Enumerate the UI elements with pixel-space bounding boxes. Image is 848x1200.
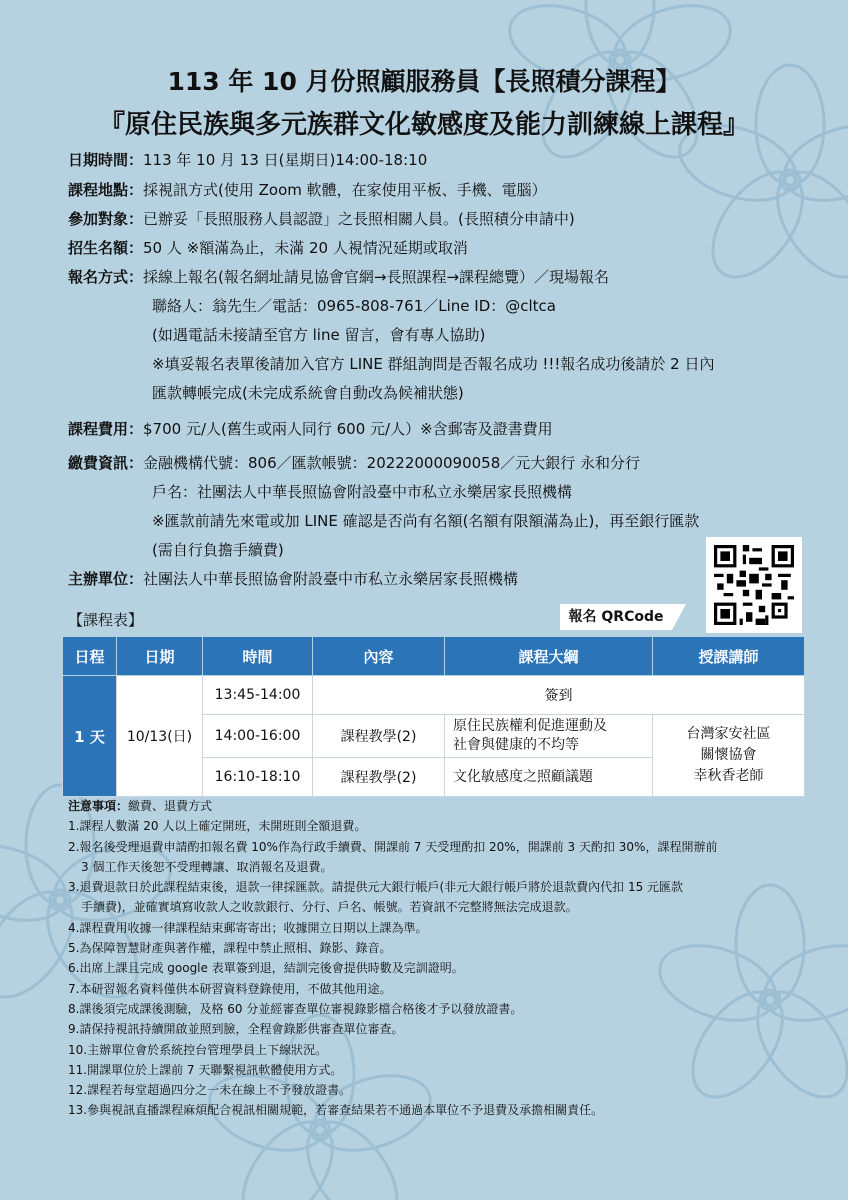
payment-line: 金融機構代號：806／匯款帳號：20222000090058／元大銀行 永和分行 [143,454,641,472]
note-line: 3.退費退款日於此課程結束後，退款一律採匯款。請提供元大銀行帳戶(非元大銀行帳戶將於退款費內代扣 15 元匯款 [68,880,684,895]
date-row [68,149,427,170]
registration-qr-code[interactable] [706,537,802,633]
audience-value: 已辦妥「長照服務人員認證」之長照相關人員。(長照積分申請中) [143,210,575,228]
notes-header [68,796,798,816]
date-label: 日期時間： [68,151,144,169]
note-item [68,1080,798,1100]
fee-label: 課程費用： [68,420,144,438]
day-cell: 1 天 [63,676,117,797]
payment-label: 繳費資訊： [68,454,144,472]
title-line-2: 『原住民族與多元族群文化敏感度及能力訓練線上課程』 [98,110,749,140]
notes-title: 注意事項： [68,799,129,813]
quota-row [68,237,468,258]
note-line: 9.請保持視訊持續開啟並照到臉，全程會錄影供審查單位審查。 [68,1022,404,1037]
registration-line: 採線上報名(報名網址請見協會官網→長照課程→課程總覽）／現場報名 [143,268,610,286]
note-item [68,1040,798,1060]
note-item [68,999,798,1019]
schedule-section-label: 【課程表】 [68,611,144,629]
note-item [68,837,798,878]
header-date: 日期 [117,637,203,676]
location-value: 採視訊方式(使用 Zoom 軟體，在家使用平板、手機、電腦） [143,181,547,199]
note-item [68,1019,798,1039]
schedule-table [62,636,805,797]
notes-section [68,796,798,1121]
quota-value: 50 人 ※額滿為止，未滿 20 人視情況延期或取消 [143,239,468,257]
note-line: 6.出席上課且完成 google 表單簽到退，結訓完後會提供時數及完訓證明。 [68,961,464,976]
note-line: 2.報名後受理退費申請酌扣報名費 10%作為行政手續費、開課前 7 天受理酌扣 20%，開課前 3 天酌扣 30%，課程開辦前 [68,839,718,854]
note-item [68,1060,798,1080]
notes-list [68,816,798,1120]
registration-label: 報名方式： [68,268,144,286]
header-day: 日程 [63,637,117,676]
payment-row [68,452,640,473]
registration-line: (如遇電話未接請至官方 line 留言，會有專人協助) [152,326,486,344]
note-line: 手續費)，並確實填寫收款人之收款銀行、分行、戶名、帳號。若資訊不完整將無法完成退款。 [81,900,578,915]
content-cell: 課程教學(2) [313,758,445,797]
payment-line: 戶名：社團法人中華長照協會附設臺中市私立永樂居家長照機構 [152,483,573,501]
note-line: 12.課程若每堂超過四分之一未在線上不予發放證書。 [68,1083,352,1098]
note-line: 5.為保障智慧財產與著作權，課程中禁止照相、錄影、錄音。 [68,941,392,956]
table-row [63,676,805,715]
header-outline: 課程大綱 [445,637,653,676]
registration-row [68,266,609,287]
fee-row [68,418,553,439]
organizer-value: 社團法人中華長照協會附設臺中市私立永樂居家長照機構 [143,570,519,588]
location-label: 課程地點： [68,181,144,199]
note-item [68,816,798,836]
header-content: 內容 [313,637,445,676]
outline-line: 社會與健康的不均等 [453,737,579,753]
note-item [68,938,798,958]
outline-line: 原住民族權利促進運動及 [453,718,607,734]
outline-cell [445,715,653,758]
note-line: 1.課程人數滿 20 人以上確定開班，未開班則全額退費。 [68,819,367,834]
note-item [68,958,798,978]
note-line: 11.開課單位於上課前 7 天聯繫視訊軟體使用方式。 [68,1062,343,1077]
location-row [68,179,547,200]
note-line: 10.主辦單位會於系統控台管理學員上下線狀況。 [68,1042,328,1057]
organizer-label: 主辦單位： [68,570,144,588]
quota-label: 招生名額： [68,239,144,257]
header-time: 時間 [203,637,313,676]
notes-subtitle: 繳費、退費方式 [128,799,213,813]
note-item [68,979,798,999]
note-line: 4.課程費用收據一律課程結束郵寄寄出；收據開立日期以上課為準。 [68,920,428,935]
payment-line: (需自行負擔手續費) [152,541,284,559]
time-cell: 13:45-14:00 [203,676,313,715]
note-line: 13.參與視訊直播課程麻煩配合視訊相關規範，若審查結果若不通過本單位不予退費及承擔相關責任。 [68,1103,604,1118]
note-item [68,877,798,918]
audience-label: 參加對象： [68,210,144,228]
instructor-line: 關懷協會 [700,747,757,763]
note-line: 3 個工作天後恕不受理轉讓、取消報名及退費。 [81,859,333,874]
note-line: 8.課後須完成課後測驗，及格 60 分並經審查單位審視錄影檔合格後才予以發放證書。 [68,1001,523,1016]
fee-value: $700 元/人(舊生或兩人同行 600 元/人）※含郵寄及證書費用 [143,420,553,438]
instructor-cell [653,715,805,797]
note-item [68,918,798,938]
content-cell: 課程教學(2) [313,715,445,758]
time-cell: 16:10-18:10 [203,758,313,797]
header-instructor: 授課講師 [653,637,805,676]
organizer-row [68,568,518,589]
registration-line: 聯絡人：翁先生／電話：0965-808-761／Line ID：@cltca [152,297,556,315]
instructor-line: 幸秋香老師 [693,768,764,784]
signin-cell: 簽到 [313,676,805,715]
outline-cell: 文化敏感度之照顧議題 [445,758,653,797]
qr-code-icon [714,545,794,625]
payment-line: ※匯款前請先來電或加 LINE 確認是否尚有名額(名額有限額滿為止)，再至銀行匯款 [152,512,700,530]
title-line-1: 113 年 10 月份照顧服務員【長照積分課程】 [167,67,681,96]
registration-line: 匯款轉帳完成(未完成系統會自動改為候補狀態) [152,384,464,402]
date-value: 113 年 10 月 13 日(星期日)14:00-18:10 [143,151,428,169]
audience-row [68,208,575,229]
note-line: 7.本研習報名資料僅供本研習資料登錄使用，不做其他用途。 [68,981,392,996]
note-item [68,1100,798,1120]
date-cell: 10/13(日) [117,676,203,797]
qr-code-label: 報名 QRCode [560,604,672,630]
table-header-row [63,637,805,676]
registration-line: ※填妥報名表單後請加入官方 LINE 群組詢問是否報名成功 !!!報名成功後請於 2 日內 [152,355,715,373]
time-cell: 14:00-16:00 [203,715,313,758]
instructor-line: 台灣家安社區 [686,726,771,742]
